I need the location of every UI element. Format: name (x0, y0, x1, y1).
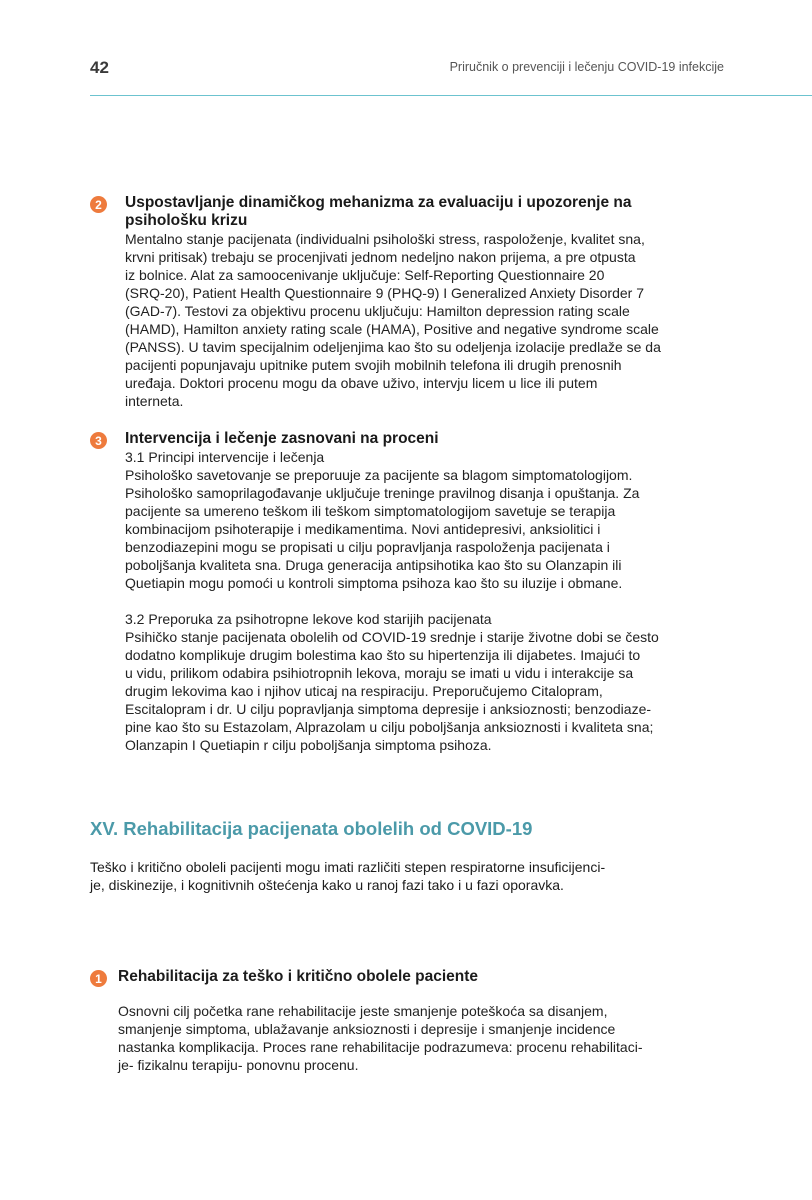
subsection-heading-3-2: 3.2 Preporuka za psihotropne lekove kod starijih pacijenata (125, 611, 492, 627)
text-line: iz bolnice. Alat za samoocenivanje uključuje: Self-Reporting Questionnaire 20 (125, 267, 605, 283)
subsection-heading-3-1: 3.1 Principi intervencije i lečenja (125, 449, 325, 465)
item-title-2-line1: Uspostavljanje dinamičkog mehanizma za evaluaciju i upozorenje na (125, 194, 632, 211)
text-line: Olanzapin I Quetiapin r cilju poboljšanja simptoma psihoza. (125, 737, 492, 753)
item-1-paragraph (118, 1002, 755, 1074)
text-line: nastanka komplikacija. Proces rane rehabilitacije podrazumeva: procenu rehabilitaci- (118, 1039, 643, 1055)
text-line: poboljšanja kvaliteta sna. Druga generacija antipsihotika kao što su Olanzapin ili (125, 557, 622, 573)
text-line: Psihološko savetovanje se preporuuje za pacijente sa blagom simptomatologijom. (125, 467, 633, 483)
text-line: u vidu, prilikom odabira psihiotropnih lekova, moraju se imati u vidu i interakcije sa (125, 665, 634, 681)
item-title-3: Intervencija i lečenje zasnovani na proceni (125, 430, 439, 447)
text-line: Escitalopram i dr. U cilju popravljanja simptoma depresije i anksioznosti; benzodiaze- (125, 701, 652, 717)
text-line: uređaja. Doktori procenu mogu da obave uživo, intervju licem u lice ili putem (125, 375, 598, 391)
text-line: (GAD-7). Testovi za objektivu procenu uključuju: Hamilton depression rating scale (125, 303, 630, 319)
text-line: Teško i kritično oboleli pacijenti mogu imati različiti stepen respiratorne insuficijenci- (90, 859, 606, 875)
text-line: benzodiazepini mogu se propisati u cilju popravljanja raspoloženja pacijenata i (125, 539, 610, 555)
text-line: je- fizikalnu terapiju- ponovnu procenu. (118, 1057, 359, 1073)
section-intro-paragraph (90, 858, 730, 894)
subsection-3-2-paragraph (125, 628, 755, 754)
text-line: (SRQ-20), Patient Health Questionnaire 9 (PHQ-9) I Generalized Anxiety Disorder 7 (125, 285, 645, 301)
text-line: Psihološko samoprilagođavanje uključuje treninge pravilnog disanja i opuštanja. Za (125, 485, 640, 501)
page-number: 42 (90, 58, 109, 77)
text-line: pine kao što su Estazolam, Alprazolam u cilju poboljšanja anksioznosti i kvaliteta sna; (125, 719, 654, 735)
number-badge-3: 3 (90, 432, 107, 449)
text-line: smanjenje simptoma, ublažavanje anksioznosti i depresije i smanjenje incidence (118, 1021, 616, 1037)
running-title: Priručnik o prevenciji i lečenju COVID-19 infekcije (449, 60, 724, 74)
text-line: Psihičko stanje pacijenata obolelih od COVID-19 srednje i starije životne dobi se često (125, 629, 659, 645)
item-title-2-line2: psihološku krizu (125, 212, 248, 229)
item-2-paragraph (125, 230, 755, 410)
number-badge-2: 2 (90, 196, 107, 213)
item-title-2 (125, 194, 755, 230)
text-line: Quetiapin mogu pomoći u kontroli simptoma psihoza kao što su iluzije i obmane. (125, 575, 623, 591)
item-title-1: Rehabilitacija za teško i kritično obolele paciente (118, 968, 479, 985)
list-item-2 (90, 194, 755, 410)
text-line: dodatno komplikuje drugim bolestima kao što su hipertenzija ili dijabetes. Imajući to (125, 647, 641, 663)
text-line: kombinacijom psihoterapije i medikamentima. Novi antidepresivi, anksiolitici i (125, 521, 601, 537)
text-line: drugim lekovima kao i njihov uticaj na respiraciju. Preporučujemo Citalopram, (125, 683, 603, 699)
text-line: interneta. (125, 393, 184, 409)
text-line: pacijente sa umereno teškom ili teškom simptomatologijom savetuje se terapija (125, 503, 616, 519)
text-line: pacijenti popunjavaju upitnike putem svojih mobilnih telefona ili drugih prenosnih (125, 357, 622, 373)
section-heading: XV. Rehabilitacija pacijenata obolelih od COVID-19 (90, 818, 533, 839)
number-badge-1: 1 (90, 970, 107, 987)
text-line: (HAMD), Hamilton anxiety rating scale (HAMA), Positive and negative syndrome scale (125, 321, 659, 337)
text-line: Osnovni cilj početka rane rehabilitacije jeste smanjenje poteškoća sa disanjem, (118, 1003, 608, 1019)
list-item-1 (90, 968, 755, 1074)
text-line: (PANSS). U tavim specijalnim odeljenjima kao što su odeljenja izolacije predlaže se da (125, 339, 661, 355)
text-line: Mentalno stanje pacijenata (individualni psihološki stress, raspoloženje, kvalitet sna, (125, 231, 645, 247)
list-item-3 (90, 430, 755, 754)
page-header (0, 0, 812, 96)
subsection-3-1-paragraph (125, 466, 755, 592)
text-line: je, diskinezije, i kognitivnih oštećenja kako u ranoj fazi tako i u fazi oporavka. (90, 877, 564, 893)
text-line: krvni pritisak) trebaju se procenjivati jednom nedeljno nakon prijema, a pre otpusta (125, 249, 636, 265)
header-rule (90, 95, 812, 96)
